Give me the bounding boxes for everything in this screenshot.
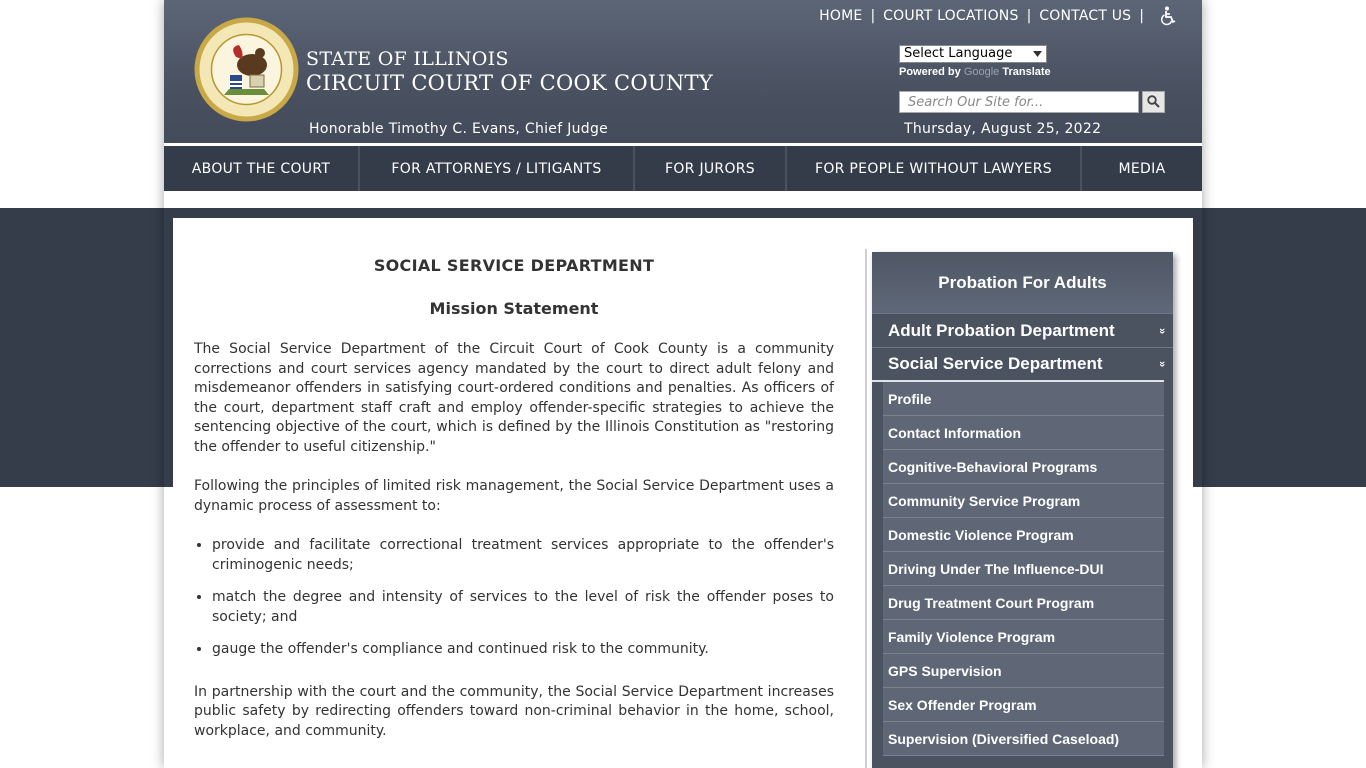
nav-spacer bbox=[164, 191, 1202, 208]
sidebar-section-social-service[interactable] bbox=[872, 348, 1168, 382]
article bbox=[194, 256, 834, 761]
search-button[interactable] bbox=[1142, 91, 1165, 113]
main-navigation bbox=[164, 143, 1202, 191]
chevron-down-icon bbox=[1033, 46, 1042, 62]
sidebar-item-contact-information[interactable]: Contact Information bbox=[883, 416, 1164, 450]
search-input[interactable]: Search Our Site for... bbox=[899, 91, 1139, 113]
sidebar-item-gps-supervision[interactable]: GPS Supervision bbox=[883, 654, 1164, 688]
home-link[interactable]: HOME bbox=[819, 8, 863, 24]
translate-link[interactable]: Translate bbox=[1002, 66, 1051, 78]
top-navigation bbox=[819, 5, 1178, 27]
content-card bbox=[173, 218, 1193, 768]
accessibility-icon[interactable] bbox=[1160, 6, 1178, 26]
sidebar-item-supervision-diversified[interactable]: Supervision (Diversified Caseload) bbox=[883, 722, 1164, 756]
list-item: • match the degree and intensity of services to the level of risk the offender poses to society; and bbox=[212, 588, 834, 627]
sidebar-section-label: Adult Probation Department bbox=[888, 320, 1115, 340]
section-heading: Mission Statement bbox=[429, 298, 599, 318]
bullet-list bbox=[212, 536, 834, 660]
current-date: Thursday, August 25, 2022 bbox=[904, 121, 1102, 137]
google-logo: Google bbox=[963, 66, 1000, 78]
sidebar-item-profile[interactable]: Profile bbox=[883, 382, 1164, 416]
chief-judge-label: Honorable Timothy C. Evans, Chief Judge bbox=[309, 121, 609, 137]
sidebar-section-adult-probation[interactable] bbox=[872, 314, 1173, 348]
powered-by-google bbox=[899, 66, 1051, 78]
nav-separator: | bbox=[870, 8, 876, 24]
paragraph: Following the principles of limited risk management, the Social Service Department uses a dynamic process of assessment to: bbox=[194, 478, 834, 514]
nav-about-the-court[interactable]: ABOUT THE COURT bbox=[164, 146, 360, 191]
nav-for-attorneys-litigants[interactable]: FOR ATTORNEYS / LITIGANTS bbox=[360, 146, 635, 191]
court-locations-link[interactable]: COURT LOCATIONS bbox=[883, 8, 1019, 24]
title-court: CIRCUIT COURT OF COOK COUNTY bbox=[306, 71, 713, 95]
paragraph: The Social Service Department of the Circuit Court of Cook County is a community corrections and court services agency mandated by the court to direct adult felony and misdemeanor offenders in satisfying court-ordered conditions and penalties. As officers of the court, department staff craft and employ offender-specific strategies to achieve the sentencing objective of the court, which is defined by the Illinois Constitution as "restoring the offender to useful citizenship." bbox=[194, 341, 834, 455]
sidebar-item-domestic-violence[interactable]: Domestic Violence Program bbox=[883, 518, 1164, 552]
list-item: • provide and facilitate correctional treatment services appropriate to the offender's criminogenic needs; bbox=[212, 536, 834, 575]
sidebar-title[interactable]: Probation For Adults bbox=[872, 252, 1173, 314]
paragraph: In partnership with the court and the community, the Social Service Department increases public safety by redirecting offenders toward non-criminal behavior in the home, school, workplace, and community. bbox=[194, 683, 834, 739]
page-title: SOCIAL SERVICE DEPARTMENT bbox=[373, 256, 655, 275]
site-header bbox=[164, 0, 1202, 143]
sidebar-menu bbox=[872, 252, 1173, 768]
state-seal-logo[interactable] bbox=[194, 17, 299, 122]
nav-separator: | bbox=[1026, 8, 1032, 24]
sidebar-item-drug-treatment-court[interactable]: Drug Treatment Court Program bbox=[883, 586, 1164, 620]
sidebar-item-dui[interactable]: Driving Under The Influence-DUI bbox=[883, 552, 1164, 586]
sidebar-section-label: Social Service Department bbox=[888, 354, 1103, 373]
title-state: STATE OF ILLINOIS bbox=[306, 48, 509, 70]
site-title[interactable] bbox=[306, 47, 713, 96]
language-select-value: Select Language bbox=[904, 46, 1013, 61]
sidebar-item-community-service[interactable]: Community Service Program bbox=[883, 484, 1164, 518]
nav-separator: | bbox=[1139, 8, 1144, 24]
sidebar-item-sex-offender[interactable]: Sex Offender Program bbox=[883, 688, 1164, 722]
nav-media[interactable]: MEDIA bbox=[1118, 160, 1166, 177]
sidebar-item-cognitive-behavioral[interactable]: Cognitive-Behavioral Programs bbox=[883, 450, 1164, 484]
page-container bbox=[164, 0, 1202, 768]
sidebar-item-family-violence[interactable]: Family Violence Program bbox=[883, 620, 1164, 654]
column-divider bbox=[865, 249, 867, 768]
double-chevron-down-icon: » bbox=[1155, 360, 1168, 368]
language-select[interactable] bbox=[899, 45, 1047, 63]
list-item: • gauge the offender's compliance and continued risk to the community. bbox=[212, 640, 834, 660]
contact-us-link[interactable]: CONTACT US bbox=[1039, 8, 1132, 24]
double-chevron-down-icon: » bbox=[1155, 327, 1168, 334]
powered-by-label: Powered by bbox=[899, 66, 961, 78]
nav-for-jurors[interactable]: FOR JURORS bbox=[635, 146, 787, 191]
search-icon bbox=[1147, 93, 1160, 112]
nav-for-people-without-lawyers[interactable]: FOR PEOPLE WITHOUT LAWYERS bbox=[787, 146, 1082, 191]
